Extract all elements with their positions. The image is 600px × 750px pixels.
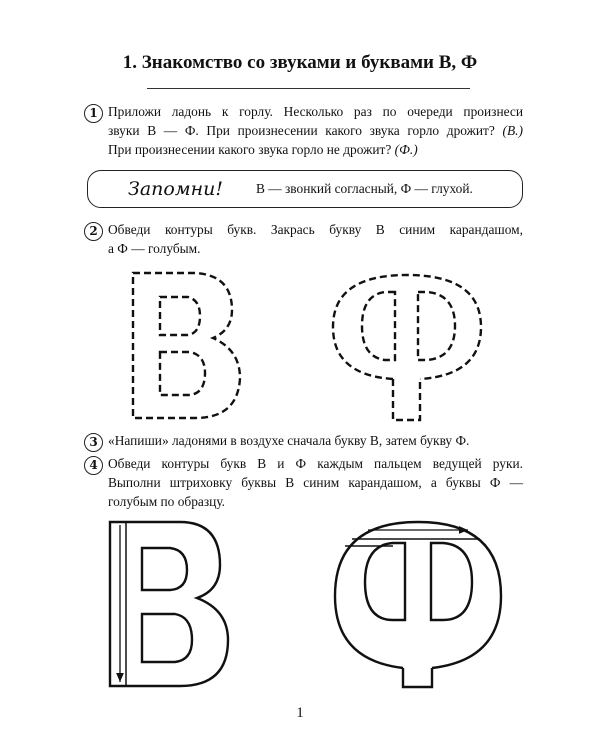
task-2-line-1: Обведи контуры букв. Закрась букву В синим карандашом,: [108, 222, 523, 237]
task-3-line-1: «Напиши» ладонями в воздухе сначала букву В, затем букву Ф.: [108, 433, 470, 448]
outlined-letter-v: [110, 522, 228, 686]
dashed-letter-v: [133, 273, 240, 418]
task-number-3: 3: [84, 433, 103, 452]
outlined-letter-f: [335, 522, 501, 687]
task-1-answer-2: (Ф.): [394, 142, 418, 157]
task-4-line-3: голубым по образцу.: [108, 494, 226, 509]
remember-label: Запомни!: [128, 178, 223, 200]
task-4-line-2: Выполни штриховку буквы В синим карандашом, а буквы Ф —: [108, 475, 523, 490]
task-2-line-2: а Ф — голубым.: [108, 241, 201, 256]
dashed-letter-f: [333, 275, 481, 420]
task-1-line-2: звуки В — Ф. При произнесении какого звука горло дрожит?: [108, 123, 495, 138]
page-number: 1: [296, 705, 304, 721]
task-1-line-1: Приложи ладонь к горлу. Несколько раз по очереди произнеси: [108, 104, 523, 119]
task-number-4: 4: [84, 456, 103, 475]
task-1-line-3: При произнесении какого звука горло не дрожит?: [108, 142, 392, 157]
task-1-answer-1: (В.): [502, 123, 523, 138]
remember-text: В — звонкий согласный, Ф — глухой.: [256, 181, 473, 196]
task-4-line-1: Обведи контуры букв В и Ф каждым пальцем ведущей руки.: [108, 456, 523, 471]
task-number-2: 2: [84, 222, 103, 241]
page-title: 1. Знакомство со звуками и буквами В, Ф: [122, 52, 478, 73]
task-number-1: 1: [84, 104, 103, 123]
